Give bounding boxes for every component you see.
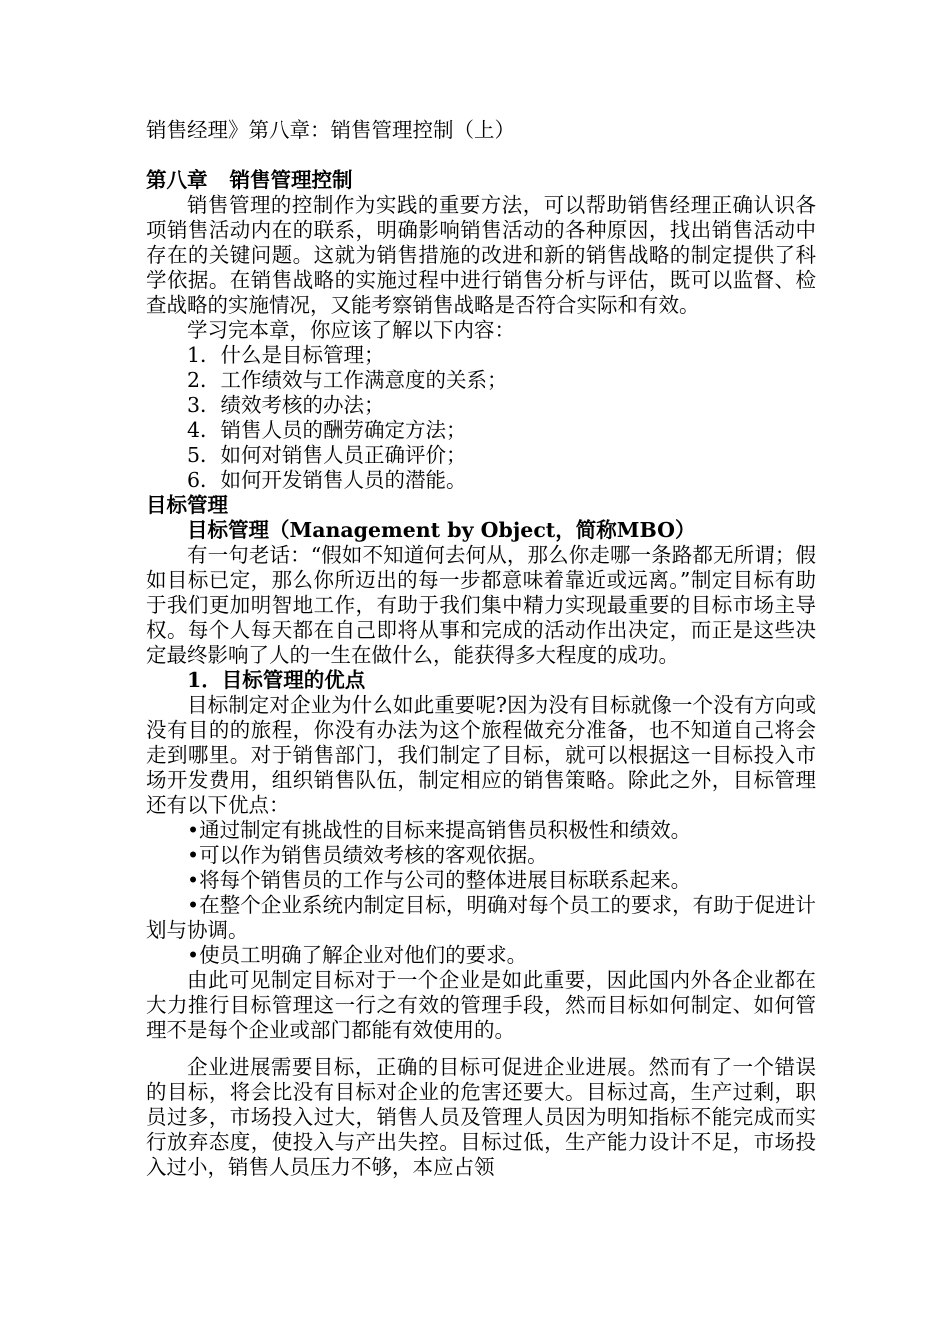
intro-paragraph: 销售管理的控制作为实践的重要方法，可以帮助销售经理正确认识各项销售活动内在的联系，明确影响销售活动的各种原因，找出销售活动中存在的关键问题。这就为销售措施的改进和新的销售战略的制定提供了科学依据。在销售战略的实施过程中进行销售分析与评估，既可以监督、检查战略的实施情况，又能考察销售战略是否符合实际和有效。: [146, 193, 816, 317]
section-heading: 目标管理: [146, 493, 228, 517]
mbo-subheading: 目标管理（Management by Object，简称MBO）: [187, 518, 696, 542]
final-paragraph: 企业进展需要目标，正确的目标可促进企业进展。然而有了一个错误的目标，将会比没有目标对企业的危害还要大。目标过高，生产过剩，职员过多，市场投入过大，销售人员及管理人员因为明知指标不能完成而实行放弃态度，使投入与产出失控。目标过低，生产能力设计不足，市场投入过小，销售人员压力不够，本应占领: [146, 1055, 816, 1179]
document-header-line: 销售经理》第八章：销售管理控制（上）: [146, 118, 515, 142]
learning-item: 3．绩效考核的办法；: [187, 393, 385, 417]
document-page: [146, 118, 816, 1180]
learning-item: 2．工作绩效与工作满意度的关系；: [187, 368, 508, 392]
learning-intro: 学习完本章，你应该了解以下内容：: [187, 318, 515, 342]
learning-item: 1．什么是目标管理；: [187, 343, 385, 367]
learning-item: 4．销售人员的酬劳确定方法；: [187, 418, 467, 442]
advantage-bullet: •可以作为销售员绩效考核的客观依据。: [187, 843, 548, 867]
advantage-bullet: •在整个企业系统内制定目标，明确对每个员工的要求，有助于促进计划与协调。: [146, 893, 816, 942]
chapter-number: 第八章: [146, 168, 208, 192]
advantages-subheading: 1．目标管理的优点: [187, 668, 366, 692]
advantage-bullet: •将每个销售员的工作与公司的整体进展目标联系起来。: [187, 868, 692, 892]
advantages-paragraph: 目标制定对企业为什么如此重要呢?因为没有目标就像一个没有方向或没有目的的旅程，你没有办法为这个旅程做充分准备，也不知道自己将会走到哪里。对于销售部门，我们制定了目标，就可以根据这一目标投入市场开发费用，组织销售队伍，制定相应的销售策略。除此之外，目标管理还有以下优点：: [146, 693, 816, 817]
learning-item: 6．如何开发销售人员的潜能。: [187, 468, 467, 492]
advantage-bullet: •使员工明确了解企业对他们的要求。: [187, 943, 528, 967]
advantage-bullet: •通过制定有挑战性的目标来提高销售员积极性和绩效。: [187, 818, 692, 842]
mbo-paragraph: 有一句老话：“假如不知道何去何从，那么你走哪一条路都无所谓；假如目标已定，那么你所迈出的每一步都意味着靠近或远离。”制定目标有助于我们更加明智地工作，有助于我们集中精力实现最重要的目标市场主导权。每个人每天都在自己即将从事和完成的活动作出决定，而正是这些决定最终影响了人的一生在做什么，能获得多大程度的成功。: [146, 543, 816, 667]
conclusion-paragraph: 由此可见制定目标对于一个企业是如此重要，因此国内外各企业都在大力推行目标管理这一行之有效的管理手段，然而目标如何制定、如何管理不是每个企业或部门都能有效使用的。: [146, 968, 816, 1042]
paragraph-spacer: [146, 1043, 816, 1055]
learning-item: 5．如何对销售人员正确评价；: [187, 443, 467, 467]
chapter-title: 销售管理控制: [229, 168, 353, 192]
chapter-heading: [146, 168, 816, 193]
